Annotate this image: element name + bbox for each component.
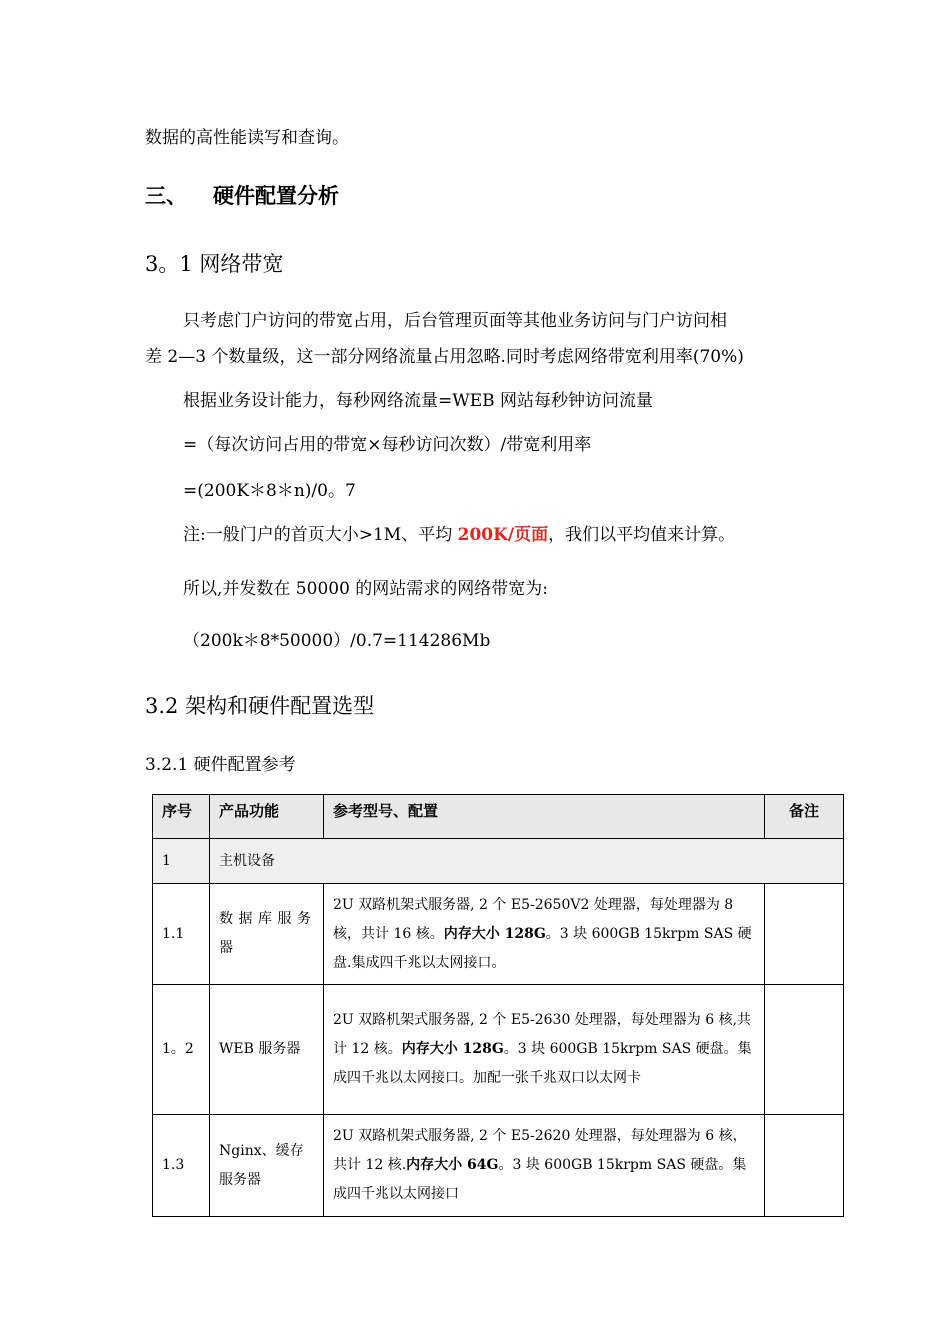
row-spec xyxy=(324,1115,765,1217)
bandwidth-paragraph-line-1: 只考虑门户访问的带宽占用，后台管理页面等其他业务访问与门户访问相 xyxy=(183,311,727,331)
formula-line-3: =(200K＊8＊n)/0。7 xyxy=(183,481,356,501)
row-spec xyxy=(324,985,765,1115)
table-row xyxy=(153,1115,844,1217)
group-label: 主机设备 xyxy=(210,839,844,884)
section-3-2-heading: 3.2 架构和硬件配置选型 xyxy=(145,694,375,718)
intro-line: 数据的高性能读写和查询。 xyxy=(145,128,349,148)
table-header-row xyxy=(153,795,844,839)
table-row xyxy=(153,884,844,985)
row-note xyxy=(765,884,844,985)
row-spec-text: 2U 双路机架式服务器, 2 个 E5-2650V2 处理器，每处理器为 8 核，共计 16 核。 xyxy=(333,896,734,942)
header-function: 产品功能 xyxy=(210,795,324,839)
table-group-row xyxy=(153,839,844,884)
row-spec-text: 2U 双路机架式服务器, 2 个 E5-2620 处理器，每处理器为 6 核，共计 12 核. xyxy=(333,1128,747,1173)
note-line xyxy=(183,518,735,552)
row-spec-memory: 内存大小 128G xyxy=(401,1041,504,1057)
row-note xyxy=(765,985,844,1115)
note-suffix: ，我们以平均值来计算。 xyxy=(548,525,736,545)
formula-line-1: 根据业务设计能力，每秒网络流量=WEB 网站每秒钟访问流量 xyxy=(183,391,654,411)
note-prefix: 注:一般门户的首页大小>1M、平均 xyxy=(183,525,458,545)
row-function: 数据库服务器 xyxy=(210,884,324,985)
header-num: 序号 xyxy=(153,795,210,839)
row-spec-text-end: 。3 块 600GB 15krpm SAS 硬盘.集成四千兆以太网接口。 xyxy=(333,925,752,971)
section-3-2-1-heading: 3.2.1 硬件配置参考 xyxy=(145,755,296,775)
row-function: Nginx、缓存服务器 xyxy=(210,1115,324,1217)
table-row xyxy=(153,985,844,1115)
group-num: 1 xyxy=(153,839,210,884)
formula-line-2: =（每次访问占用的带宽×每秒访问次数）/带宽利用率 xyxy=(183,435,592,455)
row-function: WEB 服务器 xyxy=(210,985,324,1115)
row-spec-memory: 内存大小 64G xyxy=(406,1157,499,1173)
bandwidth-paragraph-line-2: 差 2—3 个数量级，这一部分网络流量占用忽略.同时考虑网络带宽利用率(70%) xyxy=(145,347,744,367)
section-3-1-heading: 3。1 网络带宽 xyxy=(145,252,284,276)
row-spec-memory: 内存大小 128G xyxy=(443,925,546,942)
hardware-config-table xyxy=(152,794,844,1217)
row-num: 1。2 xyxy=(153,985,210,1115)
row-spec-text-end: 。3 块 600GB 15krpm SAS 硬盘。集成四千兆以太网接口。加配一张千兆双口以太网卡 xyxy=(333,1041,752,1086)
row-num: 1.3 xyxy=(153,1115,210,1217)
section-3-heading xyxy=(145,180,339,210)
row-num: 1.1 xyxy=(153,884,210,985)
section-3-number: 三、 xyxy=(145,183,187,208)
header-note: 备注 xyxy=(765,795,844,839)
result-line: （200k＊8*50000）/0.7=114286Mb xyxy=(183,631,491,651)
section-3-title: 硬件配置分析 xyxy=(213,183,339,208)
row-spec-text: 2U 双路机架式服务器, 2 个 E5-2630 处理器，每处理器为 6 核,共计 12 核。 xyxy=(333,1012,752,1057)
row-spec-text-end: 。3 块 600GB 15krpm SAS 硬盘。集成四千兆以太网接口 xyxy=(333,1157,747,1202)
conclusion-line: 所以,并发数在 50000 的网站需求的网络带宽为: xyxy=(183,579,549,599)
row-spec xyxy=(324,884,765,985)
note-highlight: 200K/页面 xyxy=(457,525,549,545)
row-note xyxy=(765,1115,844,1217)
header-spec: 参考型号、配置 xyxy=(324,795,765,839)
